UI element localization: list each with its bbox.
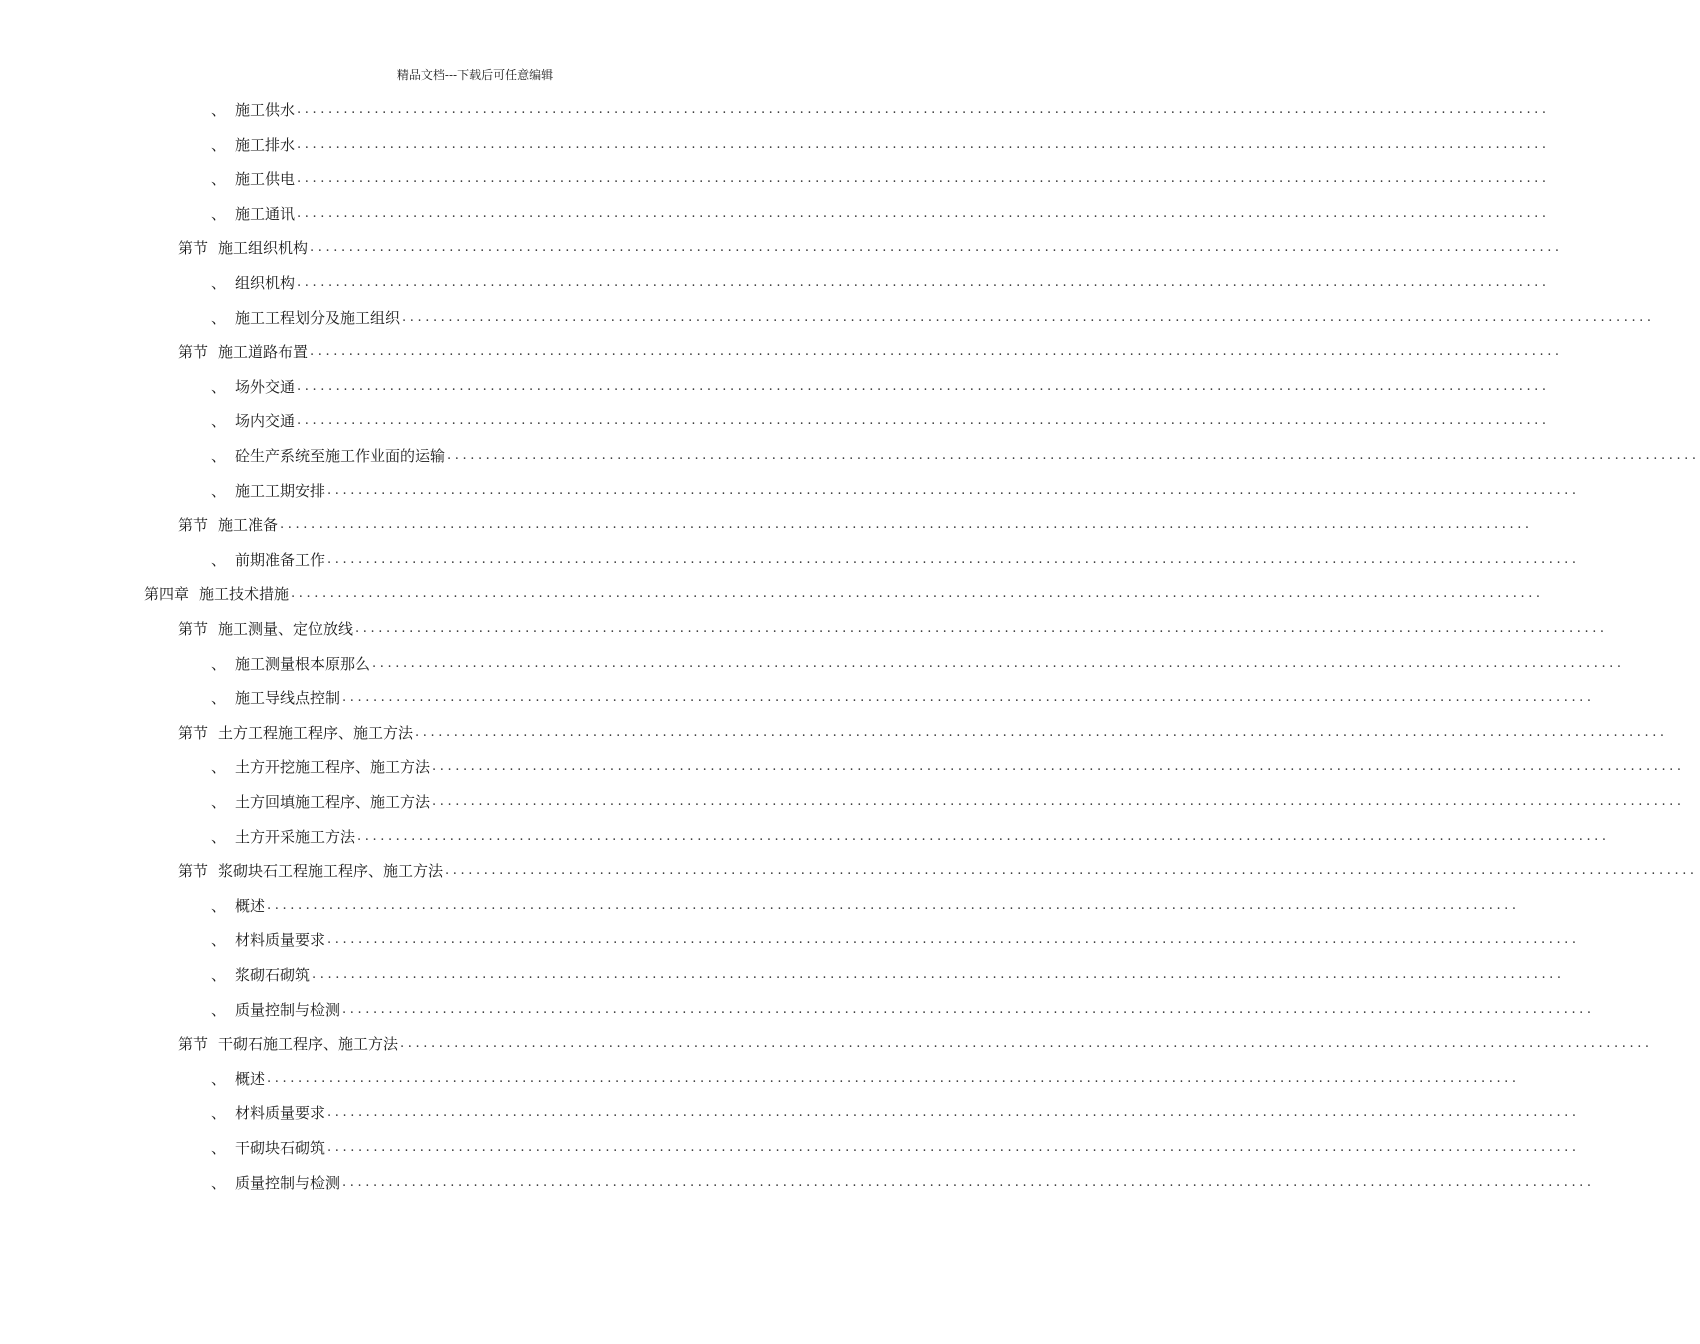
toc-leader-dots: .................................................................................................................................................................. xyxy=(432,759,1685,775)
toc-entry xyxy=(211,1166,1595,1200)
toc-entry-title: 施工测量根本原那么 xyxy=(235,654,371,673)
toc-leader-dots: .................................................................................................................................................................. xyxy=(355,621,1608,636)
toc-leader-dots: .................................................................................................................................................................. xyxy=(297,102,1550,117)
toc-entry xyxy=(144,577,1544,611)
toc-entry-title: 前期准备工作 xyxy=(235,550,326,569)
toc-entry-prefix: 、 xyxy=(211,1104,227,1123)
toc-leader-dots: .................................................................................................................................................................. xyxy=(267,1070,1520,1086)
toc-leader-dots: .................................................................................................................................................................. xyxy=(291,586,1544,602)
toc-entry-prefix: 、 xyxy=(211,308,227,327)
toc-leader-dots: .................................................................................................................................................................. xyxy=(327,1105,1580,1121)
toc-entry-title: 施工排水 xyxy=(235,135,296,154)
toc-entry-prefix: 、 xyxy=(211,1139,227,1157)
toc-entry-title: 质量控制与检测 xyxy=(235,1173,341,1192)
toc-entry-prefix: 、 xyxy=(211,689,227,708)
toc-leader-dots: .................................................................................................................................................................. xyxy=(402,309,1655,325)
toc-entry-prefix: 、 xyxy=(211,135,227,154)
toc-entry-prefix: 第节 xyxy=(178,516,209,535)
toc-entry-title: 干砌石施工程序、施工方法 xyxy=(218,1035,399,1054)
toc-entry-prefix: 、 xyxy=(211,412,227,431)
toc-leader-dots: .................................................................................................................................................................. xyxy=(327,932,1580,948)
toc-entry xyxy=(211,266,1550,300)
toc-leader-dots: .................................................................................................................................................................. xyxy=(297,205,1550,221)
toc-entry-title: 施工测量、定位放线 xyxy=(218,620,354,638)
toc-entry-prefix: 、 xyxy=(211,827,227,846)
toc-entry-title: 施工供水 xyxy=(235,101,296,119)
toc-entry xyxy=(211,1096,1580,1130)
toc-entry-title: 施工工程划分及施工组织 xyxy=(235,308,401,327)
toc-entry xyxy=(211,543,1580,577)
toc-entry xyxy=(178,231,1563,265)
toc-entry xyxy=(211,785,1685,819)
toc-leader-dots: .................................................................................................................................................................. xyxy=(400,1036,1653,1052)
toc-entry-prefix: 第四章 xyxy=(144,585,190,604)
toc-entry-prefix: 、 xyxy=(211,896,227,915)
toc-entry-title: 土方开采施工方法 xyxy=(235,827,356,846)
toc-entry-prefix: 第节 xyxy=(178,862,209,881)
toc-entry-title: 施工准备 xyxy=(218,516,279,535)
toc-entry-prefix: 、 xyxy=(211,550,227,569)
toc-entry-prefix: 、 xyxy=(211,1000,227,1019)
toc-leader-dots: .................................................................................................................................................................. xyxy=(447,448,1700,463)
toc-entry-title: 施工导线点控制 xyxy=(235,689,341,708)
toc-entry-title: 浆砌石砌筑 xyxy=(235,966,311,984)
toc-entry xyxy=(211,404,1550,438)
toc-entry xyxy=(211,647,1625,681)
toc-entry xyxy=(211,197,1550,231)
toc-entry xyxy=(211,958,1565,992)
toc-entry xyxy=(178,508,1533,542)
toc-entry xyxy=(211,750,1685,784)
toc-leader-dots: .................................................................................................................................................................. xyxy=(327,1140,1580,1155)
toc-entry xyxy=(178,1027,1653,1061)
toc-entry-prefix: 、 xyxy=(211,966,227,984)
toc-leader-dots: .................................................................................................................................................................. xyxy=(445,863,1698,879)
toc-entry-title: 材料质量要求 xyxy=(235,931,326,950)
toc-entry-title: 材料质量要求 xyxy=(235,1104,326,1123)
toc-entry-prefix: 、 xyxy=(211,274,227,292)
toc-leader-dots: .................................................................................................................................................................. xyxy=(297,275,1550,290)
toc-entry-prefix: 、 xyxy=(211,377,227,396)
toc-entry-title: 干砌块石砌筑 xyxy=(235,1139,326,1157)
toc-entry xyxy=(211,993,1595,1027)
toc-leader-dots: .................................................................................................................................................................. xyxy=(267,897,1520,913)
toc-entry xyxy=(211,889,1520,923)
toc-entry xyxy=(211,162,1550,196)
toc-leader-dots: .................................................................................................................................................................. xyxy=(342,690,1595,706)
toc-entry-prefix: 、 xyxy=(211,931,227,950)
toc-entry-prefix: 、 xyxy=(211,1069,227,1088)
toc-entry-prefix: 第节 xyxy=(178,620,209,638)
toc-leader-dots: .................................................................................................................................................................. xyxy=(327,482,1580,498)
toc-entry-title: 场外交通 xyxy=(235,377,296,396)
toc-entry-title: 土方工程施工程序、施工方法 xyxy=(218,723,414,742)
toc-entry xyxy=(211,474,1580,508)
toc-entry-prefix: 、 xyxy=(211,101,227,119)
toc-leader-dots: .................................................................................................................................................................. xyxy=(342,1174,1595,1190)
toc-leader-dots: .................................................................................................................................................................. xyxy=(415,724,1668,740)
toc-entry-title: 施工通讯 xyxy=(235,204,296,223)
toc-leader-dots: .................................................................................................................................................................. xyxy=(297,413,1550,429)
toc-entry-title: 施工工期安排 xyxy=(235,481,326,500)
toc-entry-prefix: 、 xyxy=(211,1173,227,1192)
toc-leader-dots: .................................................................................................................................................................. xyxy=(297,136,1550,152)
toc-leader-dots: .................................................................................................................................................................. xyxy=(310,344,1563,360)
toc-entry-title: 组织机构 xyxy=(235,274,296,292)
toc-entry xyxy=(211,439,1700,473)
toc-entry xyxy=(211,923,1580,957)
toc-entry-title: 施工技术措施 xyxy=(199,585,290,604)
toc-entry xyxy=(211,370,1550,404)
toc-entry xyxy=(211,128,1550,162)
toc-entry-title: 施工道路布置 xyxy=(218,343,309,362)
toc-leader-dots: .................................................................................................................................................................. xyxy=(310,240,1563,256)
toc-leader-dots: .................................................................................................................................................................. xyxy=(432,794,1685,809)
toc-leader-dots: .................................................................................................................................................................. xyxy=(312,967,1565,982)
toc-entry-title: 质量控制与检测 xyxy=(235,1000,341,1019)
toc-entry-prefix: 第节 xyxy=(178,343,209,362)
toc-entry-title: 概述 xyxy=(235,1069,266,1088)
toc-leader-dots: .................................................................................................................................................................. xyxy=(372,655,1625,671)
toc-leader-dots: .................................................................................................................................................................. xyxy=(280,517,1533,533)
toc-entry-title: 场内交通 xyxy=(235,412,296,431)
toc-leader-dots: .................................................................................................................................................................. xyxy=(357,828,1610,844)
toc-entry-prefix: 、 xyxy=(211,170,227,189)
toc-entry-title: 施工组织机构 xyxy=(218,239,309,258)
toc-entry-prefix: 第节 xyxy=(178,1035,209,1054)
toc-entry-prefix: 、 xyxy=(211,654,227,673)
toc-entry xyxy=(211,1131,1580,1165)
toc-entry-prefix: 、 xyxy=(211,481,227,500)
toc-leader-dots: .................................................................................................................................................................. xyxy=(297,171,1550,187)
toc-entry-prefix: 第节 xyxy=(178,239,209,258)
toc-entry xyxy=(178,612,1608,646)
toc-entry xyxy=(211,93,1550,127)
toc-entry-title: 土方开挖施工程序、施工方法 xyxy=(235,758,431,777)
toc-leader-dots: .................................................................................................................................................................. xyxy=(342,1001,1595,1017)
page-header: 精品文档---下载后可任意编辑 xyxy=(396,68,554,82)
toc-entry xyxy=(178,716,1668,750)
toc-entry xyxy=(211,1062,1520,1096)
toc-leader-dots: .................................................................................................................................................................. xyxy=(297,378,1550,394)
toc-entry xyxy=(178,854,1698,888)
toc-entry-title: 砼生产系统至施工作业面的运输 xyxy=(235,447,446,465)
toc-entry-prefix: 、 xyxy=(211,447,227,465)
toc-entry xyxy=(211,681,1595,715)
toc-entry xyxy=(211,820,1610,854)
toc-entry-prefix: 、 xyxy=(211,204,227,223)
toc-entry-title: 土方回填施工程序、施工方法 xyxy=(235,793,431,811)
toc-entry-title: 施工供电 xyxy=(235,170,296,189)
toc-entry-prefix: 、 xyxy=(211,758,227,777)
toc-entry-prefix: 第节 xyxy=(178,723,209,742)
toc-entry xyxy=(178,335,1563,369)
toc-entry-prefix: 、 xyxy=(211,793,227,811)
toc-entry-title: 概述 xyxy=(235,896,266,915)
toc-leader-dots: .................................................................................................................................................................. xyxy=(327,551,1580,567)
toc-entry-title: 浆砌块石工程施工程序、施工方法 xyxy=(218,862,444,881)
toc-entry xyxy=(211,301,1655,335)
